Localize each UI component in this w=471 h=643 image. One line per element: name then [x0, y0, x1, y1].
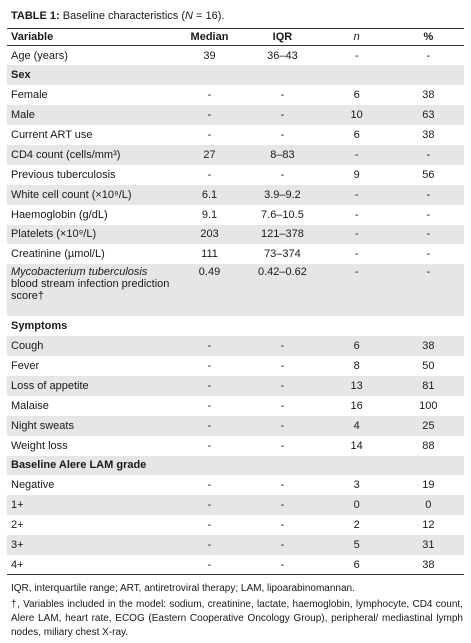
footnote-model-variables: †, Variables included in the model: sodium, creatinine, lactate, haemoglobin, lymphocyte, CD4 count, Alere LAM, heart rate, ECOG (Eastern Cooperative Oncology Group), peripheral/ mediastinal lymph nodes, miliary chest X-ray.	[11, 599, 463, 638]
cell-percent: -	[393, 185, 464, 205]
cell-n: -	[354, 248, 359, 261]
cell-median: 9.1	[201, 208, 218, 221]
cell-percent: 100	[419, 399, 438, 412]
cell-variable: Symptoms	[11, 320, 68, 333]
table-row	[7, 495, 464, 515]
cell-iqr: -	[280, 129, 285, 141]
cell-variable: Creatinine (µmol/L)	[11, 248, 105, 261]
cell-median: 111	[201, 248, 218, 261]
cell-variable-description: blood stream infection prediction score†	[11, 278, 170, 303]
table-caption-label: TABLE 1:	[11, 10, 60, 22]
cell-n: -	[321, 225, 393, 245]
cell-n: 14	[350, 439, 363, 452]
footnote-abbreviations: IQR, interquartile range; ART, antiretroviral therapy; LAM, lipoarabinomannan.	[11, 583, 355, 594]
cell-median: -	[207, 519, 212, 532]
cell-median: -	[175, 495, 245, 515]
table-row	[7, 244, 464, 264]
cell-percent: 12	[422, 519, 435, 532]
cell-iqr: -	[244, 535, 320, 555]
cell-n	[321, 316, 393, 336]
table-body	[7, 46, 464, 575]
cell-median	[175, 456, 245, 476]
cell-variable: CD4 count (cells/mm³)	[7, 145, 175, 165]
header-percent: %	[393, 29, 464, 46]
cell-median: 0.49	[175, 264, 245, 316]
table-row	[7, 125, 464, 145]
cell-variable-name: Mycobacterium tuberculosis	[11, 266, 148, 279]
header-iqr: IQR	[244, 29, 320, 46]
table-row	[7, 264, 464, 316]
cell-percent	[393, 456, 464, 476]
table-row	[7, 205, 464, 225]
table-row	[7, 376, 464, 396]
table-row	[7, 555, 464, 575]
cell-variable: 2+	[11, 519, 24, 532]
cell-n	[321, 456, 393, 476]
cell-variable	[7, 264, 175, 316]
cell-variable: Previous tuberculosis	[11, 168, 116, 181]
cell-median: -	[175, 376, 245, 396]
table-row	[7, 535, 464, 555]
cell-median: -	[175, 535, 245, 555]
cell-n: 5	[321, 535, 393, 555]
cell-iqr: -	[244, 336, 320, 356]
cell-iqr: -	[244, 376, 320, 396]
cell-iqr	[244, 456, 320, 476]
table-row	[7, 105, 464, 125]
cell-n	[321, 65, 393, 85]
cell-n: 6	[321, 336, 393, 356]
cell-n: 0	[321, 495, 393, 515]
cell-variable: Female	[11, 89, 48, 102]
cell-variable: Baseline Alere LAM grade	[7, 456, 175, 476]
cell-n: -	[354, 49, 359, 62]
cell-variable: Haemoglobin (g/dL)	[11, 208, 108, 221]
cell-percent: 19	[422, 479, 435, 492]
cell-iqr: -	[280, 439, 285, 452]
cell-variable: 1+	[7, 495, 175, 515]
cell-median: -	[175, 105, 245, 125]
cell-median: -	[207, 399, 212, 412]
cell-variable: Malaise	[11, 399, 49, 412]
cell-percent: 0	[393, 495, 464, 515]
cell-median: -	[207, 479, 212, 492]
cell-percent: -	[426, 248, 431, 261]
cell-median: -	[175, 416, 245, 436]
cell-percent: -	[393, 225, 464, 245]
cell-variable: Night sweats	[7, 416, 175, 436]
cell-percent: 25	[393, 416, 464, 436]
footnotes	[11, 582, 463, 642]
table-row	[7, 416, 464, 436]
cell-percent: 38	[422, 129, 435, 141]
section-row	[7, 316, 464, 336]
cell-n: 2	[353, 519, 360, 532]
cell-iqr: 7.6–10.5	[261, 208, 304, 221]
cell-n: 6	[321, 555, 393, 575]
cell-variable: Male	[7, 105, 175, 125]
cell-percent	[393, 316, 464, 336]
cell-iqr	[244, 316, 320, 336]
cell-n: 4	[321, 416, 393, 436]
header-n: n	[321, 29, 393, 46]
table-row	[7, 165, 464, 185]
table-row	[7, 46, 464, 66]
cell-n: 10	[321, 105, 393, 125]
cell-median: -	[207, 168, 212, 181]
header-variable: Variable	[7, 29, 175, 46]
cell-iqr: -	[244, 555, 320, 575]
cell-median: 6.1	[175, 185, 245, 205]
table-caption-text: Baseline characteristics (N = 16).	[62, 10, 225, 22]
cell-percent	[393, 65, 464, 85]
cell-iqr: -	[280, 399, 285, 412]
cell-median: -	[207, 129, 212, 141]
cell-iqr: -	[280, 89, 285, 102]
cell-median: 39	[203, 49, 216, 62]
table-header-row	[7, 29, 464, 46]
cell-variable: 3+	[7, 535, 175, 555]
cell-median: -	[175, 336, 245, 356]
cell-median: -	[207, 360, 212, 373]
cell-iqr: -	[280, 519, 285, 532]
table-row	[7, 225, 464, 245]
cell-median	[175, 316, 245, 336]
header-median: Median	[175, 29, 245, 46]
cell-iqr: -	[244, 105, 320, 125]
cell-median: -	[207, 89, 212, 102]
table-row	[7, 436, 464, 456]
cell-iqr: 73–374	[264, 248, 301, 261]
cell-n: -	[321, 185, 393, 205]
cell-variable: Weight loss	[11, 439, 68, 452]
cell-median	[175, 65, 245, 85]
cell-median: -	[175, 555, 245, 575]
cell-n: 9	[353, 168, 360, 181]
table-row	[7, 185, 464, 205]
cell-variable: Platelets (×10⁹/L)	[7, 225, 175, 245]
cell-iqr: 8–83	[244, 145, 320, 165]
table-caption	[11, 10, 224, 22]
cell-percent: 63	[393, 105, 464, 125]
cell-iqr: 3.9–9.2	[244, 185, 320, 205]
section-row	[7, 65, 464, 85]
cell-iqr: -	[280, 479, 285, 492]
cell-iqr: 36–43	[267, 49, 298, 62]
cell-percent: -	[426, 49, 431, 62]
table-row	[7, 85, 464, 105]
cell-iqr: 0.42–0.62	[244, 264, 320, 316]
cell-percent: -	[393, 145, 464, 165]
cell-percent: 50	[422, 360, 435, 373]
cell-iqr: -	[280, 360, 285, 373]
cell-n: 8	[353, 360, 360, 373]
table-row	[7, 336, 464, 356]
cell-percent: 38	[393, 555, 464, 575]
table-row	[7, 145, 464, 165]
cell-percent: -	[426, 208, 431, 221]
cell-percent: 38	[422, 89, 435, 102]
cell-percent: 56	[422, 168, 435, 181]
cell-n: 3	[353, 479, 360, 492]
cell-percent: 88	[422, 439, 435, 452]
cell-iqr: -	[280, 168, 285, 181]
cell-n: -	[321, 145, 393, 165]
cell-variable: Cough	[7, 336, 175, 356]
cell-n: 6	[353, 129, 360, 141]
cell-variable: Negative	[11, 479, 55, 492]
cell-percent: -	[393, 264, 464, 316]
cell-iqr	[244, 65, 320, 85]
cell-n: 13	[321, 376, 393, 396]
cell-n: 6	[353, 89, 360, 102]
cell-percent: 81	[393, 376, 464, 396]
cell-percent: 38	[393, 336, 464, 356]
section-row	[7, 456, 464, 476]
cell-n: 16	[350, 399, 363, 412]
table-row	[7, 475, 464, 495]
cell-n: -	[354, 208, 359, 221]
cell-variable: Current ART use	[11, 129, 93, 141]
table-row	[7, 396, 464, 416]
baseline-table	[7, 28, 464, 575]
cell-median: 27	[175, 145, 245, 165]
cell-percent: 31	[393, 535, 464, 555]
cell-variable: Sex	[7, 65, 175, 85]
cell-n: -	[321, 264, 393, 316]
table-row	[7, 515, 464, 535]
cell-variable: Age (years)	[11, 49, 68, 62]
table-row	[7, 356, 464, 376]
cell-median: -	[207, 439, 212, 452]
cell-variable: 4+	[7, 555, 175, 575]
cell-variable: Loss of appetite	[7, 376, 175, 396]
cell-iqr: 121–378	[244, 225, 320, 245]
cell-median: 203	[175, 225, 245, 245]
cell-iqr: -	[244, 495, 320, 515]
cell-variable: Fever	[11, 360, 40, 373]
cell-variable: White cell count (×10⁹/L)	[7, 185, 175, 205]
cell-iqr: -	[244, 416, 320, 436]
